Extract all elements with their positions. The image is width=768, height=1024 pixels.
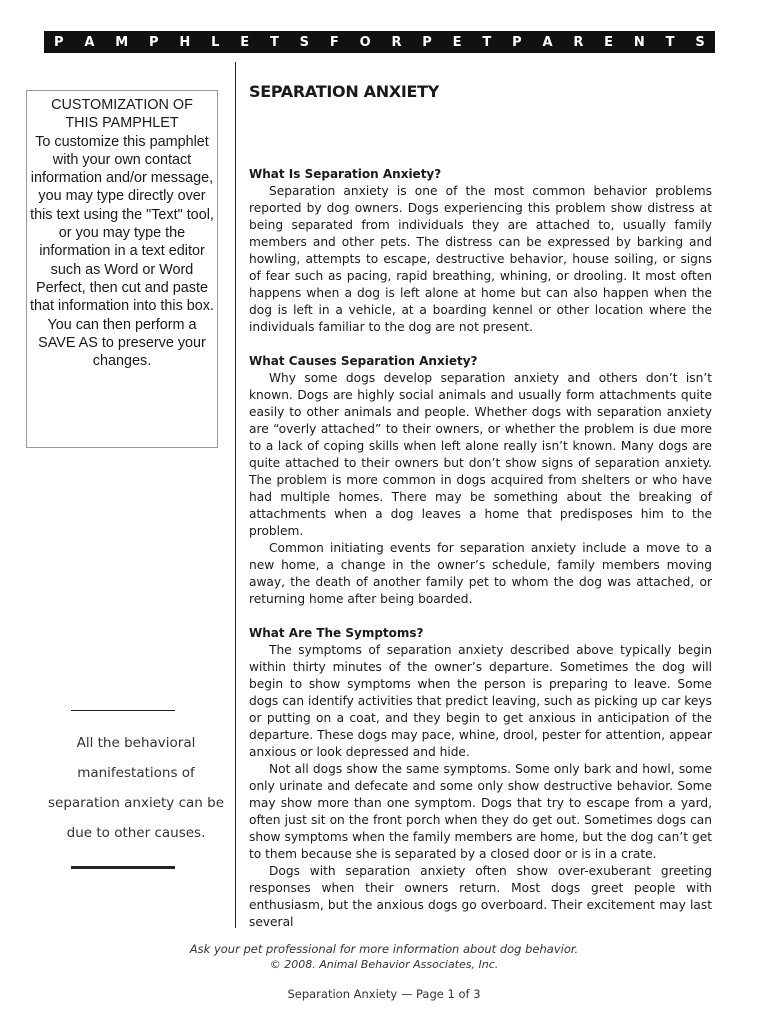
paragraph: Not all dogs show the same symptoms. Some only bark and howl, some only urinate and defecate and some only show destructive behavior. Some may show more than one symptom. Dogs that try to escape from a yard, often just sit on the front porch when they do get out. Sometimes dogs can show symptoms when the family members are home, but the dog can’t get to them because she is separated by a closed door or is in a crate. [249, 762, 712, 861]
copyright: © 2008. Animal Behavior Associates, Inc. [269, 958, 499, 971]
customization-heading-line2: THIS PAMPHLET [65, 115, 179, 132]
paragraph: Separation anxiety is one of the most common behavior problems reported by dog owners. Dogs experiencing this problem show distress at being separated from individuals they are attached to, usually family members and other pets. The distress can be expressed by barking and howling, attempts to escape, destructive behavior, house soiling, or signs of fear such as pacing, rapid breathing, whining, or drooling. It most often happens when a dog is left alone at home but can also happen when the dog is left in a vehicle, at a boarding kennel or other location where the individuals familiar to the dog are not present. [249, 184, 712, 334]
section-heading: What Is Separation Anxiety? [249, 167, 442, 181]
section-what-is [249, 166, 712, 336]
footer [0, 941, 768, 973]
quote-bottom-rule [71, 866, 175, 869]
paragraph: Dogs with separation anxiety often show over-exuberant greeting responses when their owners return. Most dogs greet people with enthusiasm, but the anxious dogs go overboard. Their excitement may last several [249, 864, 712, 929]
banner-letter: N [633, 34, 645, 50]
banner-letter: R [391, 34, 402, 50]
column-divider [235, 62, 236, 928]
banner-letter: P [512, 34, 522, 50]
paragraph: Why some dogs develop separation anxiety and others don’t isn’t known. Dogs are highly social animals and usually form attachments quite easily to other animals and people. Whether dogs with separation anxiety are “overly attached” to their owners, or whether the problem is due more to a lack of coping skills when left alone really isn’t known. Many dogs are quite attached to their owners but don’t show signs of separation anxiety. The problem is more common in dogs acquired from shelters or who have had multiple homes. There may be something about the breaking of attachments when a dog leaves a home that predisposes him to the problem. [249, 371, 712, 538]
customization-heading-line1: CUSTOMIZATION OF [51, 97, 193, 113]
paragraph: Common initiating events for separation anxiety include a move to a new home, a change in the owner’s schedule, family members moving away, the death of another family pet to whom the dog was attached, or returning home after being boarded. [249, 541, 712, 606]
banner-letter: E [604, 34, 614, 50]
customization-text-box[interactable] [26, 90, 218, 448]
banner-letter: H [179, 34, 191, 50]
article-body [249, 166, 712, 948]
quote-top-rule [71, 710, 175, 711]
banner-letter: F [329, 34, 339, 50]
article-title: SEPARATION ANXIETY [249, 82, 440, 101]
banner-letter: P [149, 34, 159, 50]
banner-letter: M [115, 34, 129, 50]
banner-letter: L [211, 34, 220, 50]
banner-letter: R [573, 34, 584, 50]
banner-letter: P [54, 34, 64, 50]
banner-letter: T [482, 34, 492, 50]
banner-letter: A [542, 34, 553, 50]
banner-letter: A [84, 34, 95, 50]
section-heading: What Are The Symptoms? [249, 626, 424, 640]
pull-quote-text: All the behavioral manifestations of separation anxiety can be due to other causes. [47, 735, 225, 841]
banner-letter: S [695, 34, 705, 50]
banner-letter: T [269, 34, 279, 50]
banner-letter: S [299, 34, 310, 50]
customization-instructions: To customize this pamphlet with your own contact information and/or message, you may type directly over this text using the "Text" tool, or you may type the information in a text editor such as Word or Word Perfect, then cut and paste that information into this box. You can then perform a SAVE AS to preserve your changes. [30, 133, 214, 370]
pamphlet-series-banner [44, 31, 715, 53]
section-heading: What Causes Separation Anxiety? [249, 354, 478, 368]
page-number: Separation Anxiety — Page 1 of 3 [287, 987, 481, 1001]
banner-letter: E [240, 34, 250, 50]
banner-letter: P [422, 34, 432, 50]
banner-letter: T [665, 34, 675, 50]
footer-advice: Ask your pet professional for more information about dog behavior. [189, 942, 579, 956]
paragraph: The symptoms of separation anxiety described above typically begin within thirty minutes of the owner’s departure. Sometimes the dog will begin to show symptoms when the person is preparing to leave. Some dogs can identify activities that predict leaving, such as picking up car keys or putting on a coat, and they begin to get anxious in anticipation of the departure. These dogs may pace, whine, drool, pester for attention, appear anxious or look depressed and hide. [249, 643, 712, 759]
banner-letter: E [452, 34, 462, 50]
section-symptoms [249, 625, 712, 931]
banner-letter: O [359, 34, 371, 50]
section-causes [249, 353, 712, 608]
